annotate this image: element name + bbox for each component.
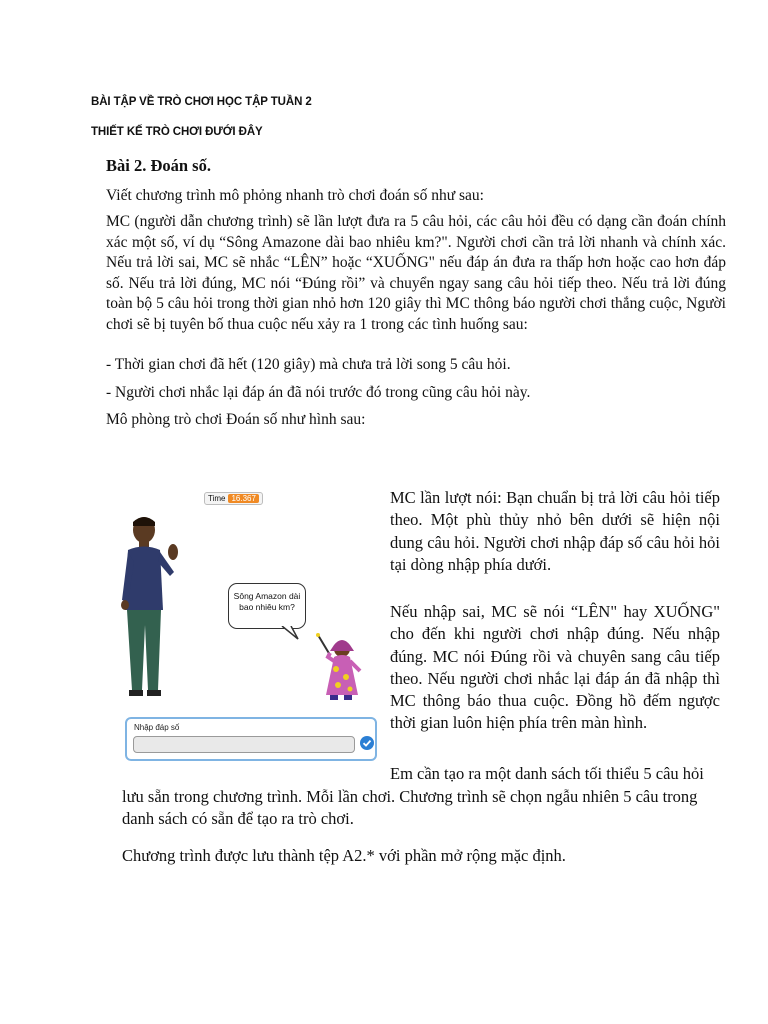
answer-prompt bbox=[125, 717, 377, 761]
wizard-character bbox=[316, 633, 372, 705]
speech-bubble: Sông Amazon dài bao nhiêu km? bbox=[228, 583, 306, 629]
lose-case-1: - Thời gian chơi đã hết (120 giây) mà chưa trả lời song 5 câu hỏi. bbox=[106, 356, 511, 373]
check-icon[interactable] bbox=[360, 736, 374, 750]
timer-label: Time bbox=[208, 494, 226, 503]
lose-case-2: - Người chơi nhắc lại đáp án đã nói trước đó trong cũng câu hỏi này. bbox=[106, 384, 531, 401]
answer-input[interactable] bbox=[133, 736, 355, 753]
description-p2: Nếu nhập sai, MC sẽ nói “LÊN" hay XUỐNG" cho đến khi người chơi nhập đúng. Nếu nhập đúng. MC nói Đúng rồi và chuyên sang câu tiếp theo. Nếu người chơi nhắc lại đáp án đã nhập thì MC thông báo thua cuộc. Đồng hồ đếm ngược thời gian luôn hiện phía trên màn hình. bbox=[390, 602, 720, 733]
simulation-intro: Mô phòng trò chơi Đoán số như hình sau: bbox=[106, 411, 366, 428]
doc-heading-1: BÀI TẬP VỀ TRÒ CHƠI HỌC TẬP TUẦN 2 bbox=[91, 96, 312, 108]
mc-character bbox=[118, 510, 180, 706]
timer-monitor bbox=[204, 492, 263, 505]
description-p3-rest: lưu sẵn trong chương trình. Mỗi lần chơi. Chương trình sẽ chọn ngẫu nhiên 5 câu trong danh sách có sẵn để tạo ra trò chơi. bbox=[122, 787, 698, 829]
exercise-intro: Viết chương trình mô phỏng nhanh trò chơi đoán số như sau: bbox=[106, 187, 484, 204]
speech-bubble-tail bbox=[280, 626, 300, 640]
answer-label: Nhập đáp số bbox=[134, 723, 180, 732]
exercise-rules: MC (người dẫn chương trình) sẽ lần lượt đưa ra 5 câu hỏi, các câu hỏi đều có dạng cần đoán chính xác một số, ví dụ “Sông Amazone dài bao nhiêu km?". Người chơi cần trả lời nhanh và chính xác. Nếu trả lời sai, MC sẽ nhắc “LÊN” hoặc “XUỐNG" nếu đáp án đưa ra thấp hơn hoặc cao hơn đáp số. Nếu trả lời đúng, MC nói “Đúng rồi” và chuyển ngay sang câu hỏi tiếp theo. Nếu trả lời đúng toàn bộ 5 câu hỏi trong thời gian nhỏ hơn 120 giây thì MC thông báo người chơi thắng cuộc, Người chơi sẽ bị tuyên bố thua cuộc nếu xảy ra 1 trong các tình huống sau: bbox=[106, 213, 726, 333]
doc-heading-2: THIẾT KẾ TRÒ CHƠI ĐƯỚI ĐÂY bbox=[91, 126, 263, 138]
exercise-title: Bài 2. Đoán số. bbox=[106, 156, 211, 175]
description-p1: MC lần lượt nói: Bạn chuẩn bị trả lời câu hỏi tiếp theo. Một phù thủy nhỏ bên dưới sẽ hiện nội dung câu hỏi. Người chơi nhập đáp số câu hỏi hỏi tại dòng nhập phía dưới. bbox=[390, 488, 720, 574]
timer-value: 16.367 bbox=[228, 494, 258, 503]
description-p4: Chương trình được lưu thành tệp A2.* với phần mở rộng mặc định. bbox=[122, 846, 566, 865]
description-p3-line1: Em cần tạo ra một danh sách tối thiểu 5 câu hỏi bbox=[390, 764, 704, 783]
